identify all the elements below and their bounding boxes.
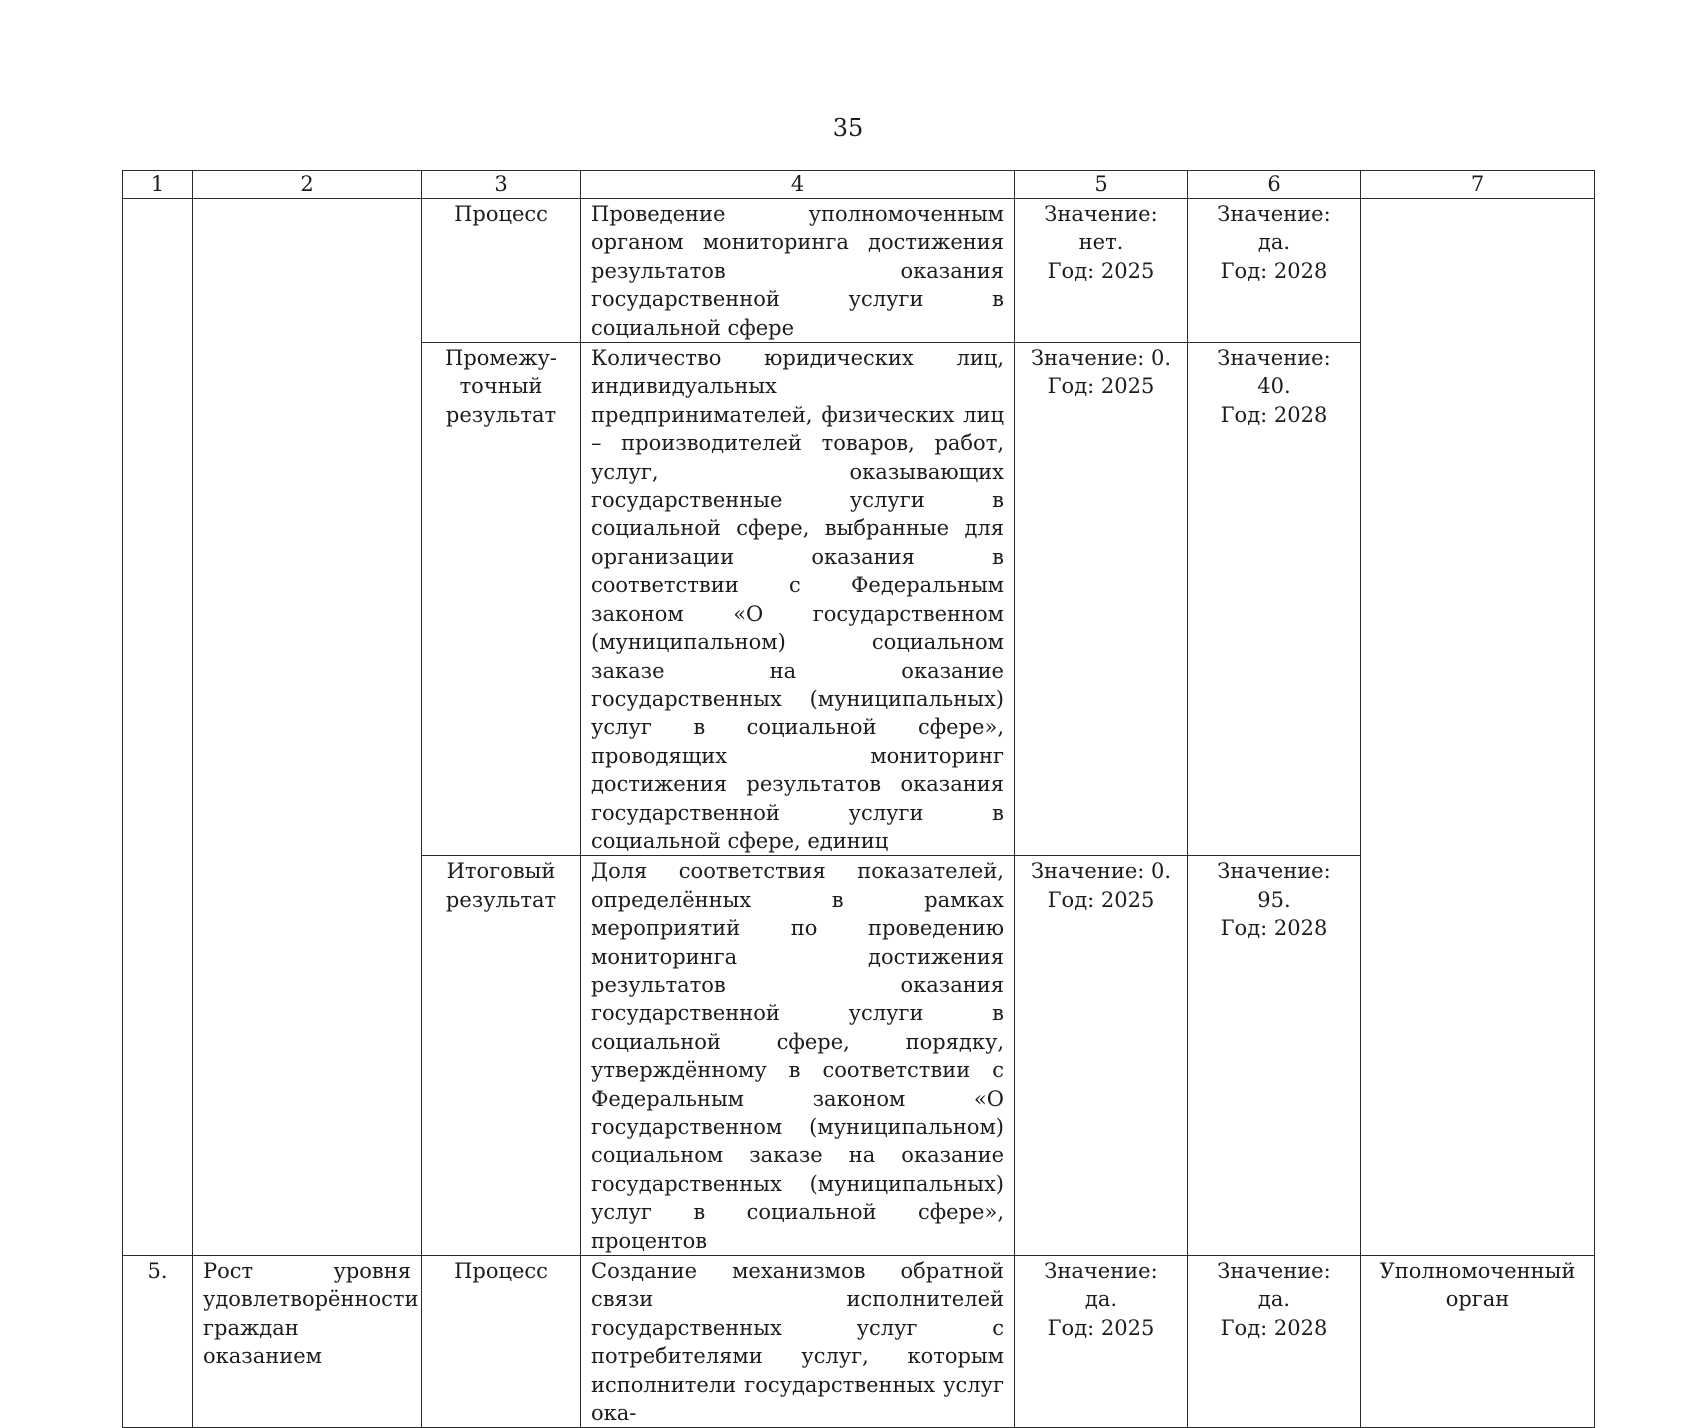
base-value-line: Значение: 0. [1030,346,1172,371]
base-value [1015,199,1188,343]
target-value [1188,856,1361,1256]
task-name [193,199,422,1256]
target-value [1188,343,1361,856]
row-number [123,199,193,1256]
header-cell: 1 [123,171,193,199]
target-value-line: Значение: да. [1217,1259,1331,1312]
result-type: Процесс [422,1256,581,1428]
target-value [1188,199,1361,343]
table-header-row [123,171,1595,199]
header-cell: 3 [422,171,581,199]
base-year-line: Год: 2025 [1047,1315,1155,1340]
result-type: Процесс [422,199,581,343]
target-year-line: Год: 2028 [1220,916,1328,941]
task-name: Рост уровня удовлетворённости граждан оказанием [193,1256,422,1428]
measure-description: Количество юридических лиц, индивидуальных предпринимателей, физических лиц – производителей товаров, работ, услуг, оказывающих государственные услуги в социальной сфере, выбранные для организации оказания в соответствии с Федеральным законом «О государственном (муниципальном) социальном заказе на оказание государственных (муниципальных) услуг в социальной сфере», проводящих мониторинг достижения результатов оказания государственной услуги в социальной сфере, единиц [581,343,1015,856]
target-year-line: Год: 2028 [1220,402,1328,427]
responsible [1361,199,1595,1256]
header-cell: 5 [1015,171,1188,199]
row-number: 5. [123,1256,193,1428]
base-value [1015,1256,1188,1428]
base-value [1015,343,1188,856]
measures-table [122,170,1595,1428]
target-year-line: Год: 2028 [1220,258,1328,283]
measure-description: Создание механизмов обратной связи исполнителей государственных услуг с потребителями услуг, которым исполнители государственных услуг ока- [581,1256,1015,1428]
target-value-line: Значение: 95. [1217,859,1331,912]
table-row [123,199,1595,343]
header-cell: 2 [193,171,422,199]
header-cell: 4 [581,171,1015,199]
measure-description: Проведение уполномоченным органом мониторинга достижения результатов оказания государственной услуги в социальной сфере [581,199,1015,343]
base-value-line: Значение: нет. [1044,202,1158,255]
base-value-line: Значение: да. [1044,1259,1158,1312]
base-year-line: Год: 2025 [1047,374,1155,399]
target-value-line: Значение: да. [1217,202,1331,255]
base-year-line: Год: 2025 [1047,887,1155,912]
result-type: Промежу-точный результат [422,343,581,856]
base-value [1015,856,1188,1256]
target-year-line: Год: 2028 [1220,1315,1328,1340]
target-value-line: Значение: 40. [1217,346,1331,399]
base-year-line: Год: 2025 [1047,258,1155,283]
page-number: 35 [832,114,864,142]
header-cell: 7 [1361,171,1595,199]
table-row [123,1256,1595,1428]
result-type: Итоговый результат [422,856,581,1256]
responsible: Уполномоченный орган [1361,1256,1595,1428]
base-value-line: Значение: 0. [1030,859,1172,884]
header-cell: 6 [1188,171,1361,199]
target-value [1188,1256,1361,1428]
measure-description: Доля соответствия показателей, определённых в рамках мероприятий по проведению мониторинга достижения результатов оказания государственной услуги в социальной сфере, порядку, утверждённому в соответствии с Федеральным законом «О государственном (муниципальном) социальном заказе на оказание государственных (муниципальных) услуг в социальной сфере», процентов [581,856,1015,1256]
